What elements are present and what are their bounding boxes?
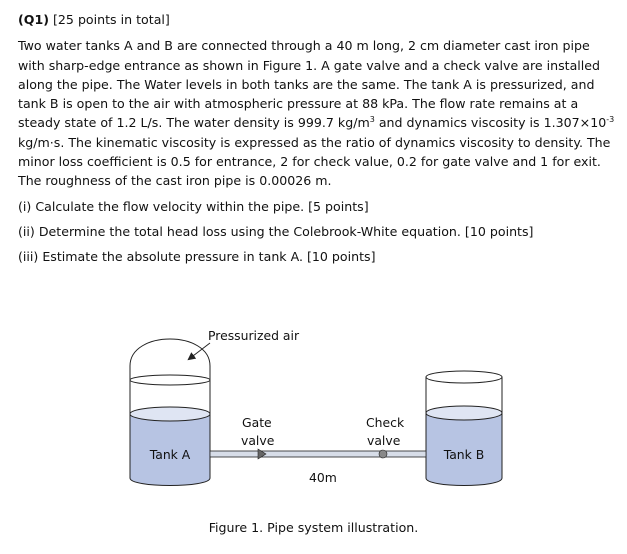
- tank-a-water-surface: [130, 407, 210, 421]
- tank-b: [426, 371, 502, 486]
- gate-valve-icon: [258, 449, 266, 459]
- viscosity-exponent: -3: [606, 115, 615, 125]
- question-part-ii: (ii) Determine the total head loss using the Colebrook-White equation. [10 points]: [18, 223, 534, 239]
- tank-a-dome: [130, 339, 210, 380]
- statement-part-3: kg/m·s. The kinematic viscosity is expressed as the ratio of dynamics viscosity to density. The minor loss coefficient is 0.5 for entrance, 2 for check value, 0.2 for gate valve and 1 for exit. The roughness of the cast iron pipe is 0.00026 m.: [18, 134, 611, 189]
- question-label: (Q1): [18, 12, 49, 27]
- statement-part-2: and dynamics viscosity is 1.307×10: [374, 115, 607, 131]
- tank-b-top-ellipse: [426, 371, 502, 383]
- gate-valve-label-line-1: Gate: [242, 415, 272, 430]
- check-valve-label-line-1: Check: [366, 415, 405, 430]
- figure-caption: Figure 1. Pipe system illustration.: [208, 520, 419, 535]
- question-part-iii: (iii) Estimate the absolute pressure in tank A. [10 points]: [18, 249, 376, 265]
- question-points: [25 points in total]: [53, 12, 170, 27]
- tank-a-label: Tank A: [149, 447, 191, 462]
- tank-b-water-surface: [426, 406, 502, 420]
- tank-a-top-ellipse: [130, 375, 210, 385]
- density-exponent: 3: [369, 115, 375, 125]
- pipe-body: [210, 451, 426, 457]
- check-valve-label-line-2: valve: [367, 433, 401, 448]
- pipe: [210, 449, 426, 459]
- check-valve-icon: [379, 450, 387, 458]
- pipe-length-label: 40m: [309, 470, 337, 485]
- pressurized-air-label: Pressurized air: [208, 328, 300, 343]
- gate-valve-label-line-2: valve: [241, 433, 275, 448]
- tank-b-label: Tank B: [443, 447, 485, 462]
- tank-a: [130, 339, 210, 486]
- statement-part-1: Two water tanks A and B are connected through a 40 m long, 2 cm diameter cast iron pipe with sharp-edge entrance as shown in Figure 1. A gate valve and a check valve are installed along the pipe. The Water levels in both tanks are the same. The tank A is pressurized, and tank B is open to the air with atmospheric pressure at 88 kPa. The flow rate remains at a steady state of 1.2 L/s. The water density is 999.7 kg/m: [18, 38, 601, 131]
- question-part-i: (i) Calculate the flow velocity within the pipe. [5 points]: [18, 198, 369, 214]
